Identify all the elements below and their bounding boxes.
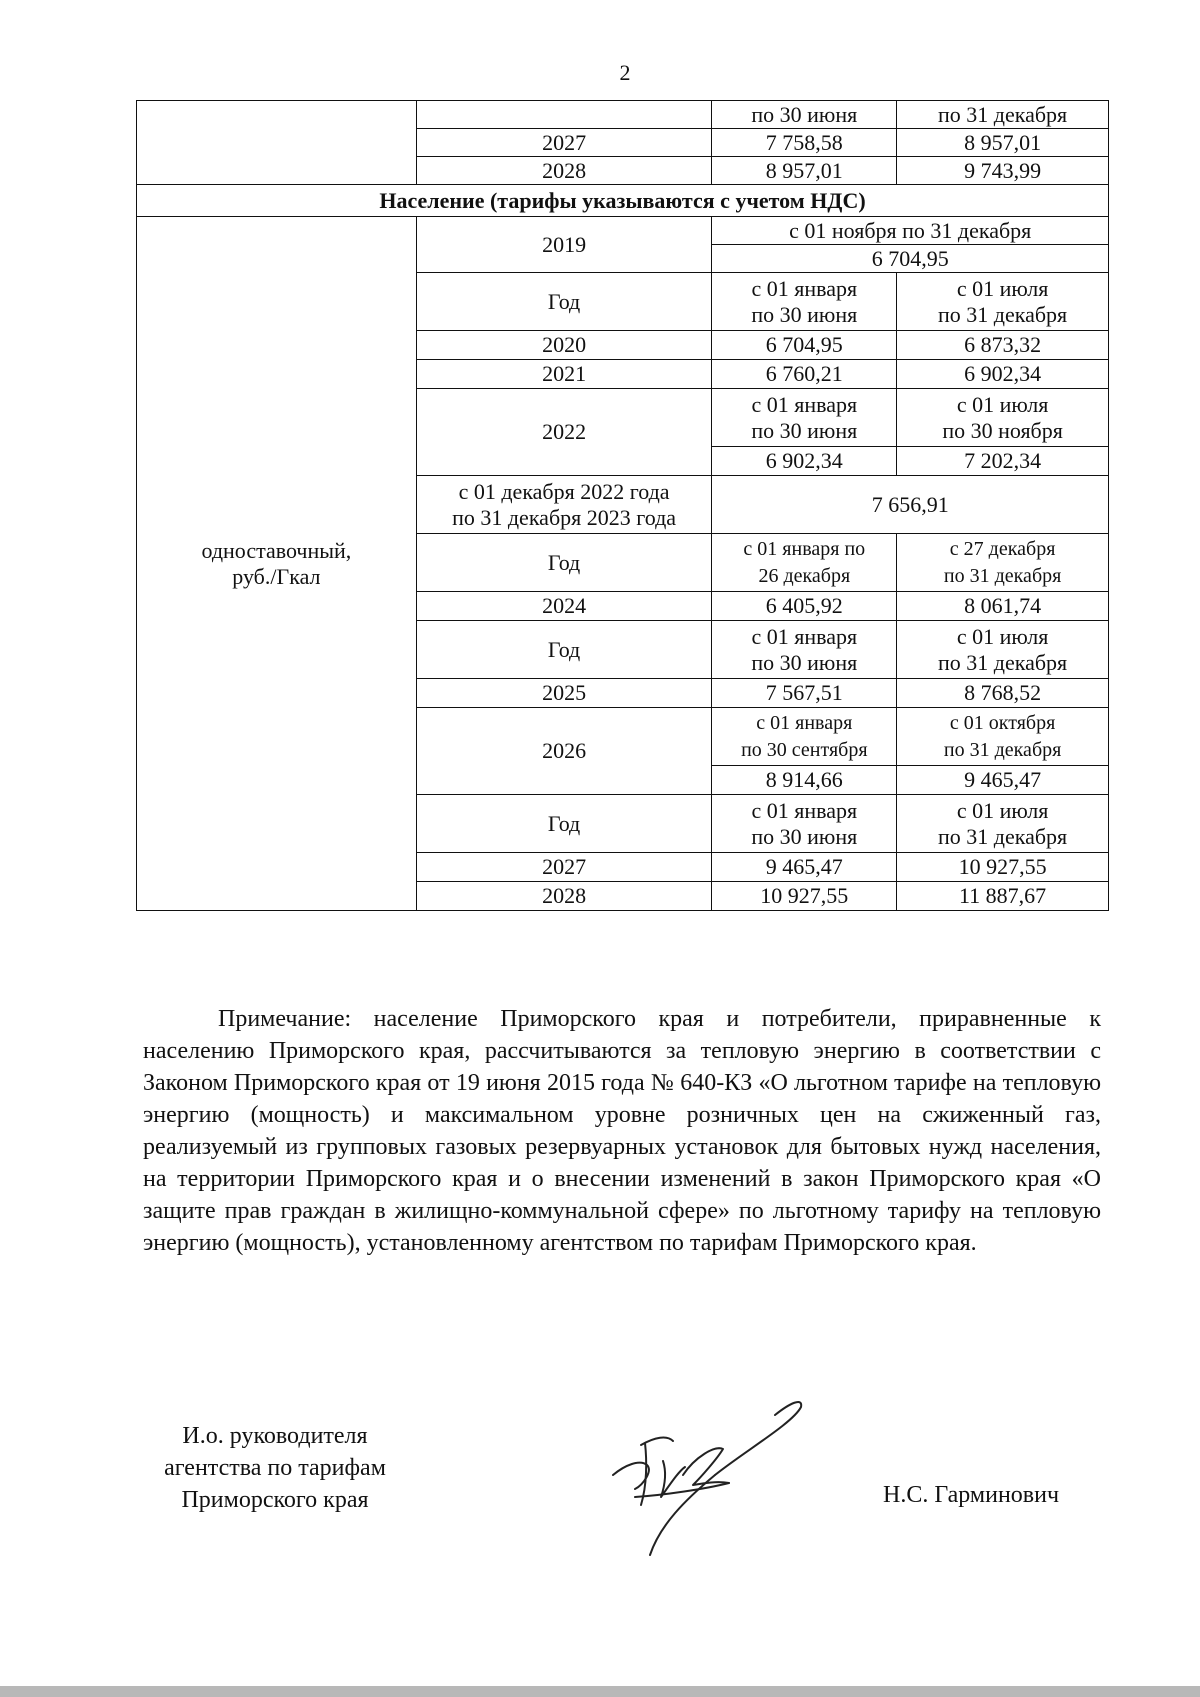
empty-category-cell xyxy=(137,101,417,185)
value-cell: 7 656,91 xyxy=(712,476,1109,534)
value-cell: 8 768,52 xyxy=(897,679,1109,708)
signatory-title-line: агентства по тарифам xyxy=(164,1455,386,1481)
rate-type: одноставочный, xyxy=(201,537,352,563)
period-cell: с 01 октября по 31 декабря xyxy=(897,708,1109,766)
value-cell: 10 927,55 xyxy=(712,882,897,911)
period-cell: с 01 января по 30 июня xyxy=(712,795,897,853)
year-label: Год xyxy=(416,795,712,853)
year-cell: 2027 xyxy=(416,129,712,157)
year-cell: 2021 xyxy=(416,360,712,389)
year-cell: 2027 xyxy=(416,853,712,882)
year-cell: 2025 xyxy=(416,679,712,708)
value-cell: 7 202,34 xyxy=(897,447,1109,476)
year-cell: 2020 xyxy=(416,331,712,360)
year-label: Год xyxy=(416,534,712,592)
section-heading: Население (тарифы указываются с учетом НДС) xyxy=(137,185,1109,217)
year-label: Год xyxy=(416,273,712,331)
period-header-2: по 31 декабря xyxy=(897,101,1109,129)
value-cell: 6 760,21 xyxy=(712,360,897,389)
value-cell: 8 957,01 xyxy=(897,129,1109,157)
handwritten-signature xyxy=(605,1385,845,1565)
year-cell: 2028 xyxy=(416,882,712,911)
signatory-name: Н.С. Гарминович xyxy=(883,1482,1060,1508)
tariff-table xyxy=(136,100,1109,911)
year-cell: 2022 xyxy=(416,389,712,476)
value-cell: 10 927,55 xyxy=(897,853,1109,882)
period-cell: с 01 января по 30 июня xyxy=(712,621,897,679)
signatory-title-line: Приморского края xyxy=(181,1487,369,1513)
period-cell: с 01 июля по 30 ноября xyxy=(897,389,1109,447)
value-cell: 7 758,58 xyxy=(712,129,897,157)
value-cell: 9 465,47 xyxy=(897,766,1109,795)
value-cell: 8 957,01 xyxy=(712,157,897,185)
value-cell: 6 704,95 xyxy=(712,245,1109,273)
value-cell: 9 465,47 xyxy=(712,853,897,882)
value-cell: 8 061,74 xyxy=(897,592,1109,621)
period-cell: с 01 июля по 31 декабря xyxy=(897,273,1109,331)
value-cell: 6 405,92 xyxy=(712,592,897,621)
year-cell: 2019 xyxy=(416,217,712,273)
period-cell: с 01 ноября по 31 декабря xyxy=(712,217,1109,245)
period-cell: с 01 июля по 31 декабря xyxy=(897,621,1109,679)
scan-edge xyxy=(0,1686,1200,1697)
empty-year-header xyxy=(416,101,712,129)
unit: руб./Гкал xyxy=(232,563,321,589)
period-cell: с 27 декабря по 31 декабря xyxy=(897,534,1109,592)
value-cell: 6 902,34 xyxy=(712,447,897,476)
value-cell: 6 873,32 xyxy=(897,331,1109,360)
note-paragraph: Примечание: население Приморского края и потребители, приравненные к населению Приморского края, рассчитываются за тепловую энергию в соответствии с Законом Приморского края от 19 июня 2015 года № 640-КЗ «О льготном тарифе на тепловую энергию (мощность) и максимальном уровне розничных цен на сжиженный газ, реализуемый из групповых газовых резервуарных установок для бытовых нужд населения, на территории Приморского края и о внесении изменений в закон Приморского края «О защите прав граждан в жилищно-коммунальной сфере» по льготному тарифу на тепловую энергию (мощность), установленному агентством по тарифам Приморского края. xyxy=(143,1006,1101,1256)
year-label: Год xyxy=(416,621,712,679)
signatory-title-line: И.о. руководителя xyxy=(182,1423,368,1449)
period-cell: с 01 июля по 31 декабря xyxy=(897,795,1109,853)
signatory-title xyxy=(135,1420,415,1516)
period-cell: с 01 января по 30 сентября xyxy=(712,708,897,766)
period-cell: с 01 января по 30 июня xyxy=(712,273,897,331)
page-number: 2 xyxy=(619,60,631,85)
period-cell: с 01 января по 26 декабря xyxy=(712,534,897,592)
period-cell: с 01 января по 30 июня xyxy=(712,389,897,447)
period-cell: с 01 декабря 2022 года по 31 декабря 2023 года xyxy=(416,476,712,534)
year-cell: 2026 xyxy=(416,708,712,795)
value-cell: 9 743,99 xyxy=(897,157,1109,185)
value-cell: 6 902,34 xyxy=(897,360,1109,389)
period-header-1: по 30 июня xyxy=(712,101,897,129)
year-cell: 2028 xyxy=(416,157,712,185)
value-cell: 7 567,51 xyxy=(712,679,897,708)
value-cell: 6 704,95 xyxy=(712,331,897,360)
rate-type-cell xyxy=(137,217,417,911)
value-cell: 8 914,66 xyxy=(712,766,897,795)
value-cell: 11 887,67 xyxy=(897,882,1109,911)
year-cell: 2024 xyxy=(416,592,712,621)
